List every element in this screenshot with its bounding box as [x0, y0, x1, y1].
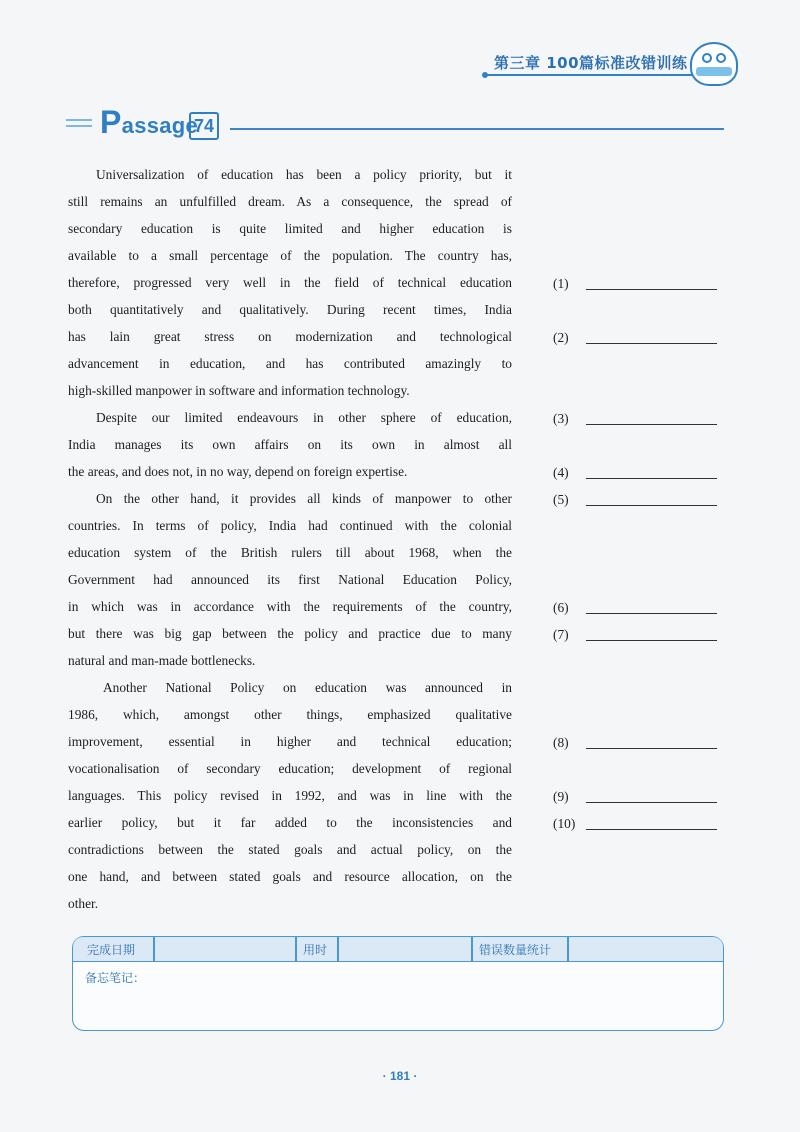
text-line: other.: [68, 896, 99, 911]
text-line: but there was big gap between the policy and practice due to many: [68, 626, 512, 641]
record-divider: [153, 937, 155, 961]
answer-label: (4): [553, 465, 569, 480]
text-line: contradictions between the stated goals and actual policy, on the: [68, 842, 512, 857]
answer-blank[interactable]: [586, 505, 717, 506]
record-header: [73, 937, 723, 962]
text-line: On the other hand, it provides all kinds of manpower to other: [96, 491, 512, 506]
text-line: improvement, essential in higher and technical education;: [68, 734, 512, 749]
text-line: natural and man-made bottlenecks.: [68, 653, 256, 668]
passage-heading: [100, 104, 198, 141]
answer-label: (8): [553, 735, 569, 750]
answer-blank[interactable]: [586, 829, 717, 830]
passage-initial: P: [100, 104, 122, 140]
text-line: Another National Policy on education was announced in: [103, 680, 512, 695]
text-line: available to a small percentage of the population. The country has,: [68, 248, 512, 263]
mascot-eye-icon: [702, 53, 712, 63]
answer-blank[interactable]: [586, 343, 717, 344]
title-dash: [66, 125, 92, 127]
answer-blank[interactable]: [586, 802, 717, 803]
text-line: Government had announced its first National Education Policy,: [68, 572, 512, 587]
record-divider: [471, 937, 473, 961]
time-label: 用时: [303, 943, 328, 957]
answer-blank[interactable]: [586, 478, 717, 479]
mascot-band: [696, 67, 732, 76]
text-line: the areas, and does not, in no way, depend on foreign expertise.: [68, 464, 408, 479]
answer-blank[interactable]: [586, 289, 717, 290]
errors-label: 错误数量统计: [479, 943, 552, 957]
mascot-eye-icon: [716, 53, 726, 63]
text-line: India manages its own affairs on its own in almost all: [68, 437, 512, 452]
text-line: advancement in education, and has contributed amazingly to: [68, 356, 512, 371]
header-dot: [482, 72, 488, 78]
text-line: Despite our limited endeavours in other sphere of education,: [96, 410, 512, 425]
text-line: one hand, and between stated goals and resource allocation, on the: [68, 869, 512, 884]
passage-number: 74: [189, 112, 219, 140]
answer-blank[interactable]: [586, 613, 717, 614]
answer-label: (2): [553, 330, 569, 345]
chapter-title: 第三章 100篇标准改错训练: [494, 54, 688, 72]
text-line: has lain great stress on modernization and technological: [68, 329, 512, 344]
record-box: [72, 936, 724, 1031]
answer-label: (5): [553, 492, 569, 507]
record-divider: [567, 937, 569, 961]
record-divider: [337, 937, 339, 961]
text-line: high-skilled manpower in software and information technology.: [68, 383, 410, 398]
answer-blank[interactable]: [586, 424, 717, 425]
answer-blank[interactable]: [586, 748, 717, 749]
date-label: 完成日期: [87, 943, 136, 957]
record-divider: [295, 937, 297, 961]
passage-word: assage: [121, 113, 199, 138]
text-line: Universalization of education has been a policy priority, but it: [96, 167, 512, 182]
answer-label: (7): [553, 627, 569, 642]
answer-label: (9): [553, 789, 569, 804]
text-line: education system of the British rulers till about 1968, when the: [68, 545, 512, 560]
text-line: countries. In terms of policy, India had continued with the colonial: [68, 518, 512, 533]
title-rule: [230, 128, 724, 130]
text-line: in which was in accordance with the requirements of the country,: [68, 599, 512, 614]
text-line: languages. This policy revised in 1992, and was in line with the: [68, 788, 512, 803]
answer-label: (10): [553, 816, 576, 831]
text-line: earlier policy, but it far added to the inconsistencies and: [68, 815, 512, 830]
text-line: secondary education is quite limited and higher education is: [68, 221, 512, 236]
mascot-icon: [690, 42, 738, 86]
text-line: vocationalisation of secondary education; development of regional: [68, 761, 512, 776]
answer-blank[interactable]: [586, 640, 717, 641]
answer-label: (1): [553, 276, 569, 291]
text-line: still remains an unfulfilled dream. As a consequence, the spread of: [68, 194, 512, 209]
text-line: 1986, which, amongst other things, emphasized qualitative: [68, 707, 512, 722]
page-number: · 181 ·: [382, 1069, 418, 1083]
header-rule: [486, 74, 692, 76]
answer-label: (3): [553, 411, 569, 426]
text-line: therefore, progressed very well in the field of technical education: [68, 275, 512, 290]
answer-label: (6): [553, 600, 569, 615]
text-line: both quantitatively and qualitatively. During recent times, India: [68, 302, 512, 317]
title-dash: [66, 119, 92, 121]
memo-label: 备忘笔记：: [85, 971, 146, 985]
